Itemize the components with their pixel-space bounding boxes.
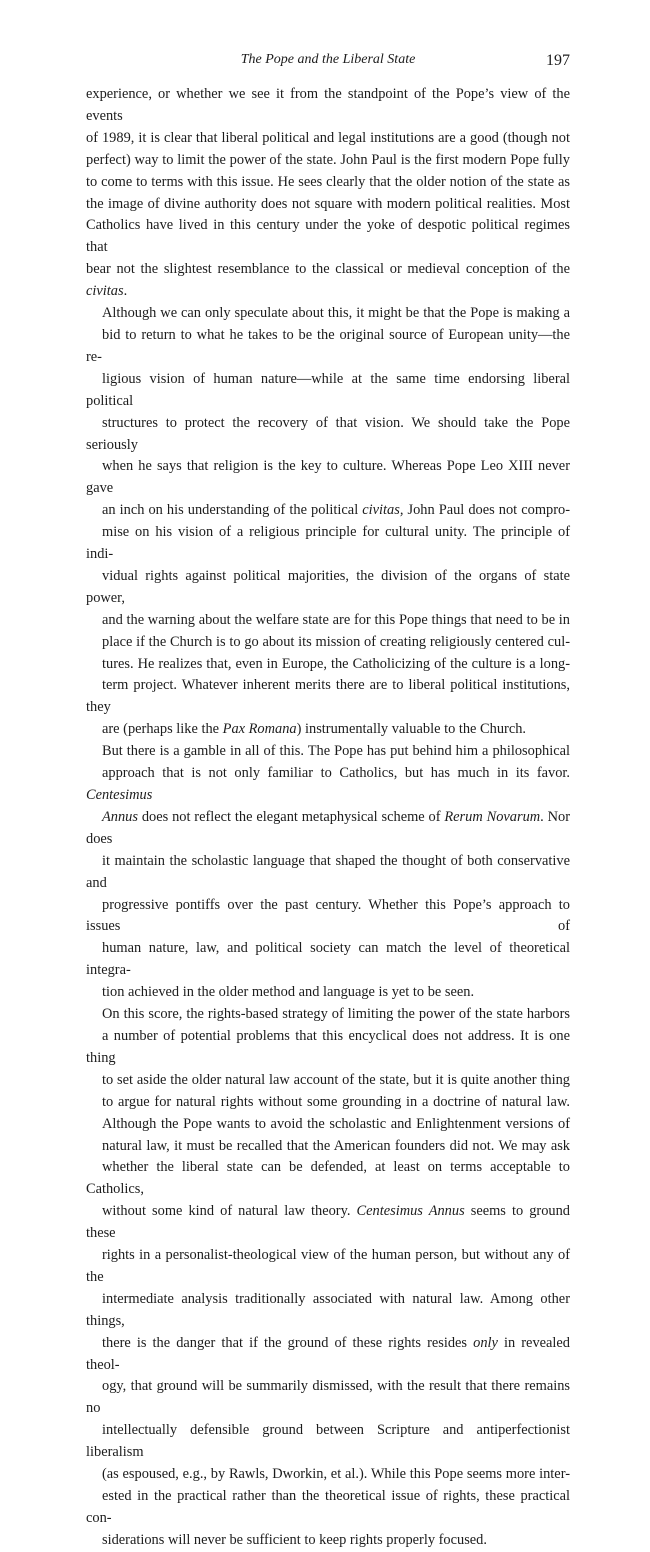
text-line (86, 741, 570, 763)
text-run: On this score, the rights-based strategy of limiting the power of the state harbors (102, 1006, 570, 1023)
italic-text: Centesimus (86, 787, 153, 803)
text-run: ) instrumentally valuable to the Church. (296, 721, 527, 738)
text-run: without some kind of natural law theory. (102, 1203, 357, 1220)
text-run: mise on his vision of a religious principle for cultural unity. The principle of indi- (86, 524, 570, 563)
text-line (86, 610, 570, 632)
body-text (86, 84, 570, 1552)
italic-text: only (473, 1334, 498, 1351)
text-line (86, 500, 570, 522)
running-header (86, 52, 570, 74)
italic-text: Rerum Novarum (444, 808, 541, 825)
text-line (86, 369, 570, 413)
text-run: natural law, it must be recalled that the American founders did not. We may ask (102, 1137, 570, 1154)
text-run: (as espoused, e.g., by Rawls, Dworkin, et al.). While this Pope seems more inter- (102, 1466, 570, 1483)
text-line (86, 719, 570, 741)
italic-text: civitas, (362, 502, 404, 519)
paragraph (86, 303, 570, 741)
text-run: Although the Pope wants to avoid the scholastic and Enlightenment versions of (102, 1115, 570, 1132)
text-line (86, 763, 570, 807)
text-run: intermediate analysis traditionally associated with natural law. Among other things, (86, 1290, 570, 1329)
text-run: siderations will never be sufficient to keep rights properly focused. (102, 1531, 487, 1548)
text-run: Catholics have lived in this century under the yoke of despotic political regimes that (86, 217, 570, 256)
text-line (86, 150, 570, 172)
text-line (86, 1026, 570, 1070)
text-run: approach that is not only familiar to Catholics, but has much in its favor. (102, 765, 570, 782)
text-run: experience, or whether we see it from the standpoint of the Pope’s view of the events (86, 86, 570, 124)
text-line (86, 1201, 570, 1245)
text-line (86, 851, 570, 895)
text-run: perfect) way to limit the power of the state. John Paul is the first modern Pope fully (86, 151, 570, 168)
text-run: ligious vision of human nature—while at the same time endorsing liberal political (86, 370, 570, 409)
text-run: intellectually defensible ground between Scripture and antiperfectionist liberalism (86, 1422, 570, 1461)
text-line (86, 1157, 570, 1201)
text-line (86, 172, 570, 194)
text-line (86, 1420, 570, 1464)
text-line (86, 413, 570, 457)
text-line (86, 1530, 570, 1552)
text-line (86, 1464, 570, 1486)
text-run: . (123, 283, 128, 300)
text-run: John Paul does not compro- (403, 502, 570, 519)
running-title: The Pope and the Liberal State (240, 52, 416, 67)
text-run: ogy, that ground will be summarily dismissed, with the result that there remains no (86, 1378, 570, 1417)
text-line (86, 654, 570, 676)
text-run: an inch on his understanding of the political (102, 502, 363, 519)
text-run: ested in the practical rather than the theoretical issue of rights, these practical con- (86, 1488, 570, 1526)
text-run: the image of divine authority does not square with modern political realities. Most (86, 195, 570, 212)
text-run: . Nor does (86, 808, 571, 847)
text-line (86, 84, 570, 128)
text-line (86, 1092, 570, 1114)
text-line (86, 566, 570, 610)
text-line (86, 938, 570, 982)
italic-text: Pax Romana (222, 721, 297, 738)
text-line (86, 456, 570, 500)
text-run: in revealed theol- (86, 1334, 570, 1373)
text-run: bear not the slightest resemblance to the classical or medieval conception of the (86, 261, 570, 278)
text-run: a number of potential problems that this encyclical does not address. It is one thing (86, 1027, 570, 1066)
text-line (86, 1333, 570, 1377)
text-run: human nature, law, and political society can match the level of theoretical integra- (86, 940, 570, 979)
italic-text: Annus (102, 808, 138, 825)
text-run: tures. He realizes that, even in Europe, the Catholicizing of the culture is a long- (102, 655, 570, 672)
text-line (86, 675, 570, 719)
text-line (86, 215, 570, 259)
paragraph (86, 741, 570, 1004)
text-run: does not reflect the elegant metaphysical scheme of (137, 808, 445, 825)
page-number: 197 (546, 52, 570, 69)
paragraph (86, 84, 570, 303)
text-run: place if the Church is to go about its mission of creating religiously centered cul- (102, 633, 570, 650)
text-line (86, 895, 570, 939)
text-run: structures to protect the recovery of that vision. We should take the Pope seriously (86, 414, 570, 453)
text-run: rights in a personalist-theological view of the human person, but without any of the (86, 1247, 570, 1285)
text-line (86, 194, 570, 216)
text-line (86, 807, 570, 851)
italic-text: Centesimus Annus (356, 1203, 465, 1220)
text-run: But there is a gamble in all of this. The Pope has put behind him a philosophical (102, 743, 570, 760)
text-line (86, 1114, 570, 1136)
paragraph (86, 1004, 570, 1552)
text-run: term project. Whatever inherent merits there are to liberal political institutions, they (86, 677, 570, 716)
text-line (86, 1004, 570, 1026)
text-line (86, 1070, 570, 1092)
text-run: to set aside the older natural law account of the state, but it is quite another thing (102, 1071, 570, 1088)
text-run: progressive pontiffs over the past century. Whether this Pope’s approach to issues of (86, 896, 570, 935)
text-run: whether the liberal state can be defended, at least on terms acceptable to Catholics, (86, 1159, 570, 1198)
text-run: to come to terms with this issue. He sees clearly that the older notion of the state as (86, 173, 570, 190)
text-line (86, 632, 570, 654)
text-run: seems to ground these (86, 1203, 570, 1242)
text-run: vidual rights against political majorities, the division of the organs of state power, (86, 567, 570, 606)
text-line (86, 259, 570, 281)
text-line (86, 1136, 570, 1158)
text-line (86, 325, 570, 369)
text-run: Although we can only speculate about this, it might be that the Pope is making a (102, 305, 570, 322)
text-run: tion achieved in the older method and language is yet to be seen. (102, 984, 475, 1001)
book-page (86, 52, 570, 1552)
text-run: bid to return to what he takes to be the original source of European unity—the re- (86, 326, 570, 365)
text-line (86, 1376, 570, 1420)
text-line (86, 1289, 570, 1333)
text-line (86, 1486, 570, 1530)
text-line (86, 128, 570, 150)
italic-text: civitas (86, 283, 124, 300)
text-line (86, 522, 570, 566)
text-run: and the warning about the welfare state are for this Pope things that need to be in (102, 611, 570, 628)
text-run: of 1989, it is clear that liberal political and legal institutions are a good (though not (86, 129, 570, 146)
text-run: are (perhaps like the (102, 721, 223, 738)
text-line (86, 281, 570, 303)
text-line (86, 982, 570, 1004)
text-run: it maintain the scholastic language that shaped the thought of both conservative and (86, 852, 570, 891)
text-run: when he says that religion is the key to culture. Whereas Pope Leo XIII never gave (86, 458, 570, 497)
text-line (86, 1245, 570, 1289)
text-run: to argue for natural rights without some grounding in a doctrine of natural law. (102, 1093, 570, 1110)
text-run: there is the danger that if the ground of these rights resides (102, 1334, 474, 1351)
text-line (86, 303, 570, 325)
